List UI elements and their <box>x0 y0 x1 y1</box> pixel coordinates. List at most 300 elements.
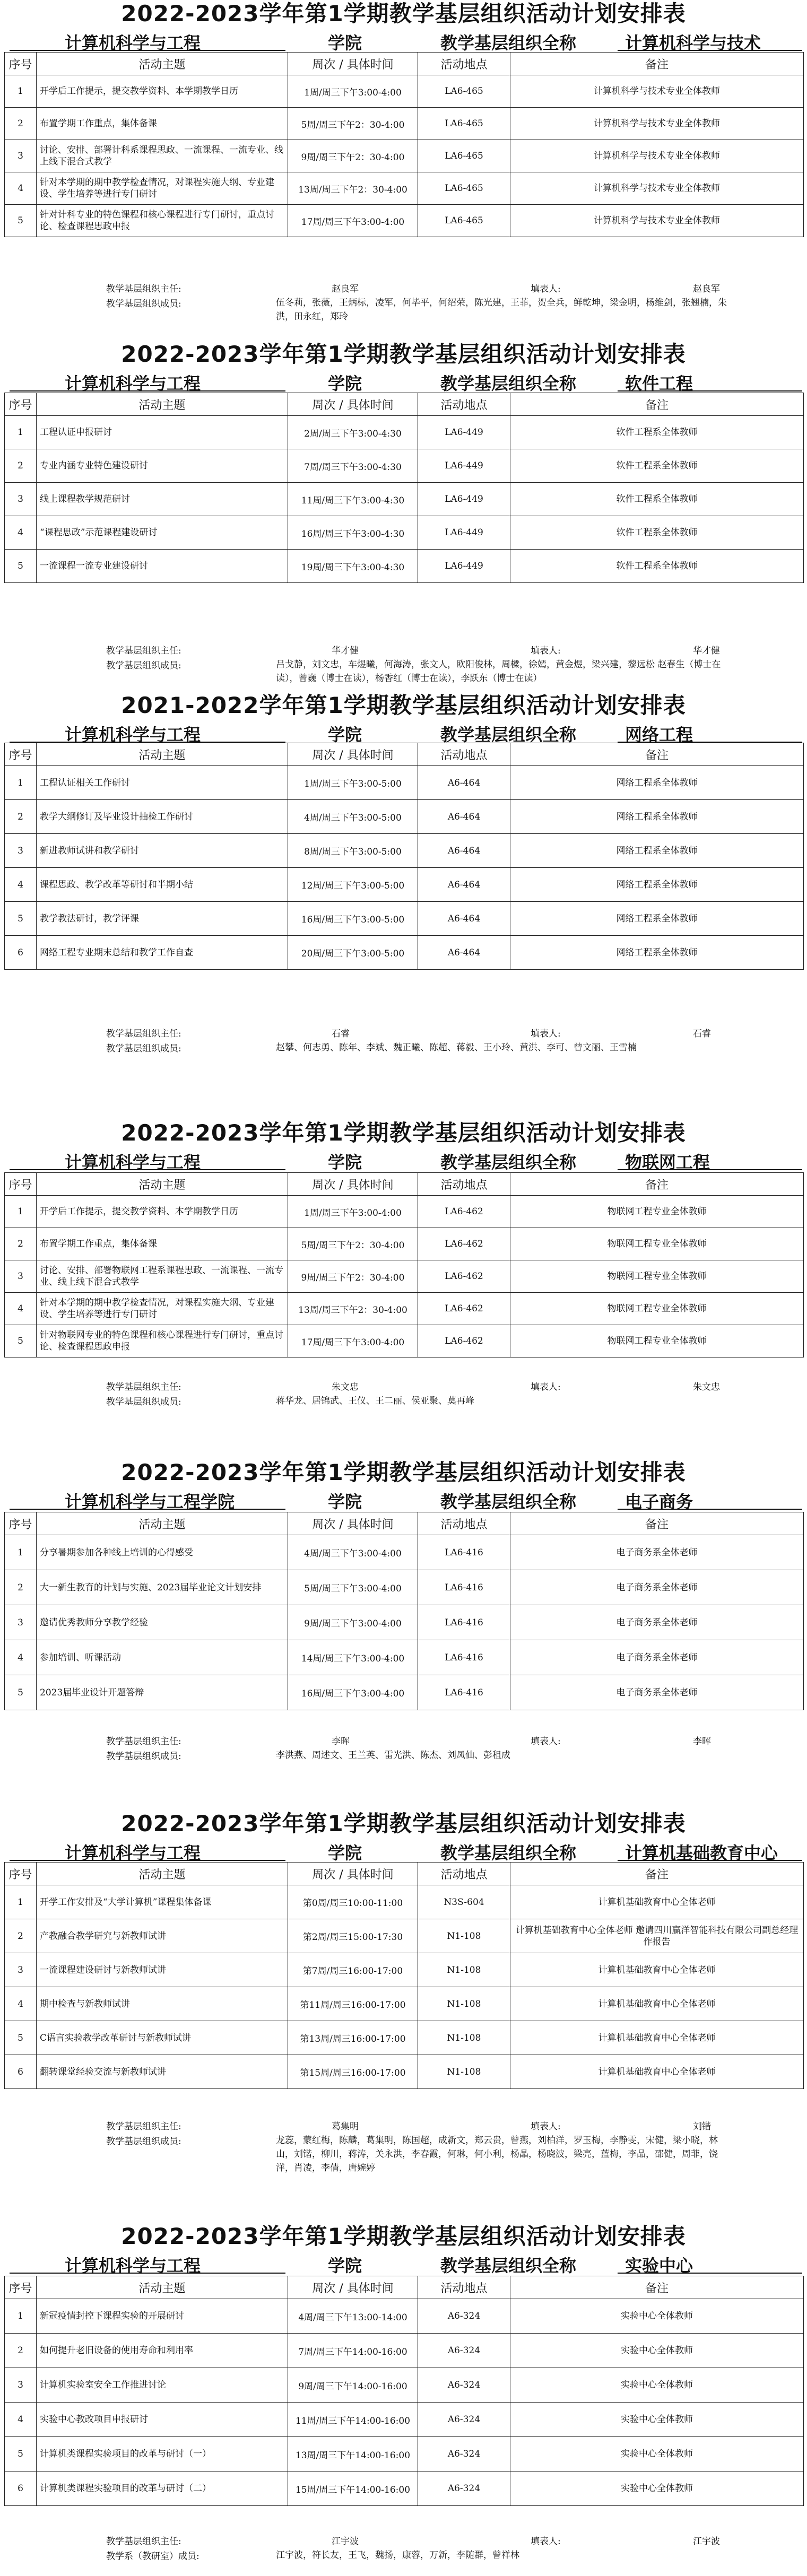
row-topic: 针对计科专业的特色课程和核心课程进行专门研讨，重点讨论、检查课程思政申报 <box>37 205 288 237</box>
row-topic: 工程认证申报研讨 <box>37 416 288 449</box>
row-place: LA6-449 <box>418 416 510 449</box>
plan-section <box>0 2223 807 2275</box>
row-index: 4 <box>5 868 37 902</box>
row-note: 计算机基础教育中心全体老师 <box>510 1885 804 1919</box>
row-index: 3 <box>5 483 37 516</box>
row-index: 1 <box>5 2299 37 2334</box>
table-row <box>5 1605 804 1640</box>
college-name: 计算机科学与工程 <box>65 1843 201 1863</box>
unit-underline <box>618 50 802 51</box>
row-index: 1 <box>5 1535 37 1570</box>
row-note: 物联网工程专业全体教师 <box>510 1196 804 1228</box>
row-index: 2 <box>5 800 37 834</box>
filler-label: 填表人: <box>531 284 561 294</box>
plan-section <box>0 1810 807 1862</box>
leader-label: 教学基层组织主任: <box>106 1029 181 1039</box>
header-note: 备注 <box>510 393 804 416</box>
row-time: 7周/周三下午3:00-4:30 <box>288 449 418 483</box>
table-row <box>5 1675 804 1710</box>
row-place: N1-108 <box>418 1919 510 1953</box>
filler-label: 填表人: <box>531 2121 561 2132</box>
college-underline <box>10 2273 285 2274</box>
header-index: 序号 <box>5 1512 37 1535</box>
leader-label: 教学基层组织主任: <box>106 284 181 294</box>
leader-name: 葛集明 <box>332 2121 359 2132</box>
header-topic: 活动主题 <box>37 1173 288 1196</box>
row-place: LA6-465 <box>418 140 510 172</box>
row-index: 3 <box>5 1953 37 1987</box>
row-note: 网络工程系全体教师 <box>510 936 804 970</box>
row-topic: 一流课程建设研讨与新教师试讲 <box>37 1953 288 1987</box>
members-label: 教学基层组织成员: <box>106 2136 181 2147</box>
header-note: 备注 <box>510 53 804 75</box>
row-time: 2周/周三下午3:00-4:30 <box>288 416 418 449</box>
leader-line <box>0 281 807 296</box>
row-index: 1 <box>5 1885 37 1919</box>
header-time: 周次 / 具体时间 <box>288 1863 418 1885</box>
row-time: 4周/周三下午13:00-14:00 <box>288 2299 418 2334</box>
row-index: 4 <box>5 1987 37 2021</box>
leader-line <box>0 1379 807 1394</box>
members-list: 伍冬莉，张薇，王炳标，凌军，何毕平，何绍荣，陈光建，王菲，贺全兵，鲜乾坤，梁金明，杨维剑，张翘楠，朱洪，田永红，郑玲 <box>276 298 727 322</box>
row-topic: 如何提升老旧设备的使用寿命和利用率 <box>37 2334 288 2368</box>
signature-block <box>0 1734 807 1763</box>
row-note: 实验中心全体教师 <box>510 2368 804 2403</box>
row-note: 计算机科学与技术专业全体教师 <box>510 140 804 172</box>
row-topic: 产教融合教学研究与新教师试讲 <box>37 1919 288 1953</box>
members-label: 教学基层组织成员: <box>106 660 181 671</box>
table-row <box>5 1885 804 1919</box>
filler-label: 填表人: <box>531 1029 561 1039</box>
unit-underline <box>618 1860 802 1861</box>
header-index: 序号 <box>5 1863 37 1885</box>
row-place: A6-324 <box>418 2471 510 2506</box>
college-suffix: 学院 <box>328 33 362 53</box>
row-time: 5周/周三下午3:00-4:00 <box>288 1570 418 1605</box>
row-place: LA6-462 <box>418 1228 510 1260</box>
row-time: 8周/周三下午3:00-5:00 <box>288 834 418 868</box>
row-place: LA6-449 <box>418 550 510 583</box>
activity-table <box>4 1862 804 2089</box>
header-place: 活动地点 <box>418 393 510 416</box>
members-label: 教学基层组织成员: <box>106 1043 181 1054</box>
row-note: 计算机基础教育中心全体老师 邀请四川赢洋智能科技有限公司副总经理作报告 <box>510 1919 804 1953</box>
row-place: A6-324 <box>418 2403 510 2437</box>
header-place: 活动地点 <box>418 2276 510 2299</box>
leader-label: 教学基层组织主任: <box>106 646 181 656</box>
row-note: 计算机基础教育中心全体老师 <box>510 1987 804 2021</box>
members-label: 教学基层组织成员: <box>106 1751 181 1762</box>
row-topic: 针对物联网专业的特色课程和核心课程进行专门研讨，重点讨论、检查课程思政申报 <box>37 1325 288 1357</box>
row-index: 2 <box>5 1228 37 1260</box>
filler-label: 填表人: <box>531 646 561 656</box>
row-time: 16周/周三下午3:00-4:30 <box>288 516 418 550</box>
header-index: 序号 <box>5 393 37 416</box>
row-index: 6 <box>5 2471 37 2506</box>
members-line <box>0 1041 807 1056</box>
row-index: 5 <box>5 2437 37 2471</box>
activity-table <box>4 1172 804 1357</box>
table-header-row <box>5 53 804 75</box>
signature-block <box>0 2119 807 2173</box>
header-place: 活动地点 <box>418 1173 510 1196</box>
header-topic: 活动主题 <box>37 393 288 416</box>
filler-name: 赵良军 <box>693 284 720 294</box>
table-row <box>5 2368 804 2403</box>
table-row <box>5 1987 804 2021</box>
header-time: 周次 / 具体时间 <box>288 2276 418 2299</box>
table-row <box>5 75 804 108</box>
org-unit-name: 计算机科学与技术 <box>625 33 761 53</box>
row-place: LA6-462 <box>418 1293 510 1325</box>
org-info-row <box>0 2250 807 2275</box>
college-name: 计算机科学与工程 <box>65 33 201 53</box>
row-place: A6-464 <box>418 868 510 902</box>
plan-section <box>0 1119 807 1171</box>
row-place: LA6-449 <box>418 483 510 516</box>
table-row <box>5 550 804 583</box>
row-index: 5 <box>5 205 37 237</box>
college-underline <box>10 390 285 391</box>
row-place: LA6-465 <box>418 75 510 108</box>
row-topic: 布置学期工作重点，集体备课 <box>37 108 288 140</box>
college-underline <box>10 50 285 51</box>
row-topic: 分享暑期参加各种线上培训的心得感受 <box>37 1535 288 1570</box>
leader-line <box>0 643 807 658</box>
table-row <box>5 2471 804 2506</box>
row-place: A6-464 <box>418 834 510 868</box>
row-topic: 教学大纲修订及毕业设计抽检工作研讨 <box>37 800 288 834</box>
row-place: N3S-604 <box>418 1885 510 1919</box>
row-topic: 计算机实验室安全工作推进讨论 <box>37 2368 288 2403</box>
row-topic: 专业内涵专业特色建设研讨 <box>37 449 288 483</box>
row-time: 9周/周三下午2：30-4:00 <box>288 1260 418 1293</box>
row-time: 9周/周三下午2：30-4:00 <box>288 140 418 172</box>
row-index: 3 <box>5 140 37 172</box>
table-row <box>5 800 804 834</box>
header-place: 活动地点 <box>418 1512 510 1535</box>
leader-line <box>0 2534 807 2548</box>
row-index: 1 <box>5 766 37 800</box>
row-index: 5 <box>5 550 37 583</box>
row-time: 13周/周三下午2：30-4:00 <box>288 1293 418 1325</box>
signature-block <box>0 1026 807 1056</box>
row-topic: 课程思政、教学改革等研讨和半期小结 <box>37 868 288 902</box>
table-row <box>5 1325 804 1357</box>
filler-label: 填表人: <box>531 2536 561 2547</box>
members-list: 蒋华龙、居锦武、王仪、王二丽、侯亚聚、莫再峰 <box>276 1396 474 1406</box>
section-title: 2022-2023学年第1学期教学基层组织活动计划安排表 <box>121 1459 686 1485</box>
table-row <box>5 1228 804 1260</box>
header-topic: 活动主题 <box>37 1512 288 1535</box>
members-line <box>0 1748 807 1763</box>
leader-line <box>0 1734 807 1748</box>
row-topic: 大一新生教育的计划与实施、2023届毕业论文计划安排 <box>37 1570 288 1605</box>
row-note: 物联网工程专业全体教师 <box>510 1293 804 1325</box>
row-index: 4 <box>5 1293 37 1325</box>
row-place: LA6-416 <box>418 1675 510 1710</box>
section-title: 2022-2023学年第1学期教学基层组织活动计划安排表 <box>121 1120 686 1146</box>
members-line <box>0 1394 807 1409</box>
filler-name: 江宇波 <box>693 2536 720 2547</box>
row-place: N1-108 <box>418 1953 510 1987</box>
table-header-row <box>5 1512 804 1535</box>
header-time: 周次 / 具体时间 <box>288 1173 418 1196</box>
college-suffix: 学院 <box>328 2256 362 2276</box>
row-index: 6 <box>5 2055 37 2089</box>
header-note: 备注 <box>510 1512 804 1535</box>
college-underline <box>10 1169 285 1170</box>
table-row <box>5 2021 804 2055</box>
row-place: A6-464 <box>418 936 510 970</box>
row-topic: 期中检查与新教师试讲 <box>37 1987 288 2021</box>
unit-underline <box>618 2273 802 2274</box>
row-topic: 针对本学期的期中教学检查情况，对课程实施大纲、专业建设、学生培养等进行专门研讨 <box>37 172 288 205</box>
filler-name: 华才健 <box>693 646 720 656</box>
row-place: LA6-462 <box>418 1196 510 1228</box>
row-time: 14周/周三下午3:00-4:00 <box>288 1640 418 1675</box>
org-unit-name: 电子商务 <box>625 1492 693 1512</box>
row-time: 11周/周三下午14:00-16:00 <box>288 2403 418 2437</box>
row-note: 软件工程系全体教师 <box>510 449 804 483</box>
row-topic: 开学后工作提示，提交教学资料、本学期教学日历 <box>37 1196 288 1228</box>
org-info-row <box>0 1838 807 1862</box>
row-note: 实验中心全体教师 <box>510 2299 804 2334</box>
college-suffix: 学院 <box>328 1152 362 1172</box>
row-index: 1 <box>5 1196 37 1228</box>
row-time: 12周/周三下午3:00-5:00 <box>288 868 418 902</box>
table-row <box>5 1293 804 1325</box>
row-time: 11周/周三下午3:00-4:30 <box>288 483 418 516</box>
row-index: 5 <box>5 1325 37 1357</box>
row-topic: 新冠疫情封控下课程实验的开展研讨 <box>37 2299 288 2334</box>
plan-section <box>0 341 807 393</box>
org-info-row <box>0 368 807 393</box>
college-name: 计算机科学与工程学院 <box>65 1492 235 1512</box>
college-underline <box>10 1860 285 1861</box>
row-index: 1 <box>5 75 37 108</box>
college-suffix: 学院 <box>328 725 362 745</box>
plan-section <box>0 1459 807 1511</box>
members-label: 教学系（教研室）成员: <box>106 2551 199 2562</box>
row-note: 电子商务系全体老师 <box>510 1535 804 1570</box>
org-unit-name: 实验中心 <box>625 2256 693 2276</box>
table-row <box>5 449 804 483</box>
row-topic: 网络工程专业期末总结和教学工作自查 <box>37 936 288 970</box>
table-row <box>5 1953 804 1987</box>
row-place: N1-108 <box>418 1987 510 2021</box>
row-index: 2 <box>5 2334 37 2368</box>
leader-name: 江宇波 <box>332 2536 359 2547</box>
row-time: 5周/周三下午2：30-4:00 <box>288 1228 418 1260</box>
row-topic: 布置学期工作重点，集体备课 <box>37 1228 288 1260</box>
row-topic: 讨论、安排、部署计科系课程思政、一流课程、一流专业、线上线下混合式教学 <box>37 140 288 172</box>
header-place: 活动地点 <box>418 53 510 75</box>
row-topic: C语言实验教学改革研讨与新教师试讲 <box>37 2021 288 2055</box>
header-index: 序号 <box>5 743 37 766</box>
row-time: 17周/周三下午3:00-4:00 <box>288 1325 418 1357</box>
college-name: 计算机科学与工程 <box>65 1152 201 1172</box>
table-row <box>5 140 804 172</box>
row-time: 13周/周三下午14:00-16:00 <box>288 2437 418 2471</box>
row-index: 3 <box>5 2368 37 2403</box>
college-suffix: 学院 <box>328 1843 362 1863</box>
members-list: 吕戈静，刘文忠，车煜曦，何海涛，张文人，欧阳俊林，周樑，徐嫣，黄金煜，梁兴建，黎远松 赵春生（博士在读），曾巍（博士在读），杨香红（博士在读），李跃东（博士在读） <box>276 659 721 684</box>
org-full-name-label: 教学基层组织全称 <box>440 1492 577 1512</box>
row-time: 第15周/周三16:00-17:00 <box>288 2055 418 2089</box>
org-unit-name: 物联网工程 <box>625 1152 710 1172</box>
plan-section <box>0 692 807 744</box>
unit-underline <box>618 1509 802 1510</box>
row-note: 网络工程系全体教师 <box>510 868 804 902</box>
table-header-row <box>5 393 804 416</box>
row-note: 计算机基础教育中心全体老师 <box>510 2021 804 2055</box>
section-title: 2022-2023学年第1学期教学基层组织活动计划安排表 <box>121 341 686 367</box>
row-time: 16周/周三下午3:00-5:00 <box>288 902 418 936</box>
row-place: LA6-416 <box>418 1535 510 1570</box>
org-info-row <box>0 1486 807 1511</box>
row-topic: 邀请优秀教师分享教学经验 <box>37 1605 288 1640</box>
row-time: 4周/周三下午3:00-5:00 <box>288 800 418 834</box>
row-index: 5 <box>5 2021 37 2055</box>
activity-table <box>4 743 804 970</box>
row-place: LA6-462 <box>418 1260 510 1293</box>
leader-name: 赵良军 <box>332 284 359 294</box>
row-place: LA6-465 <box>418 172 510 205</box>
header-note: 备注 <box>510 743 804 766</box>
table-row <box>5 1196 804 1228</box>
row-note: 电子商务系全体老师 <box>510 1640 804 1675</box>
header-time: 周次 / 具体时间 <box>288 393 418 416</box>
row-place: LA6-465 <box>418 205 510 237</box>
activity-table <box>4 1512 804 1710</box>
leader-label: 教学基层组织主任: <box>106 2121 181 2132</box>
row-index: 4 <box>5 2403 37 2437</box>
row-index: 2 <box>5 449 37 483</box>
row-note: 物联网工程专业全体教师 <box>510 1325 804 1357</box>
org-info-row <box>0 1147 807 1171</box>
header-time: 周次 / 具体时间 <box>288 743 418 766</box>
row-note: 计算机科学与技术专业全体教师 <box>510 108 804 140</box>
row-note: 软件工程系全体教师 <box>510 416 804 449</box>
row-note: 物联网工程专业全体教师 <box>510 1260 804 1293</box>
unit-underline <box>618 390 802 391</box>
row-note: 实验中心全体教师 <box>510 2471 804 2506</box>
header-index: 序号 <box>5 2276 37 2299</box>
section-title: 2022-2023学年第1学期教学基层组织活动计划安排表 <box>121 1811 686 1837</box>
leader-label: 教学基层组织主任: <box>106 1736 181 1747</box>
org-unit-name: 网络工程 <box>625 725 693 745</box>
members-label: 教学基层组织成员: <box>106 299 181 309</box>
row-time: 9周/周三下午3:00-4:00 <box>288 1605 418 1640</box>
row-topic: 开学后工作提示，提交教学资料、本学期教学日历 <box>37 75 288 108</box>
leader-name: 华才健 <box>332 646 359 656</box>
table-row <box>5 1640 804 1675</box>
table-row <box>5 766 804 800</box>
row-note: 电子商务系全体老师 <box>510 1675 804 1710</box>
row-time: 1周/周三下午3:00-4:00 <box>288 1196 418 1228</box>
row-topic: 新进教师试讲和教学研讨 <box>37 834 288 868</box>
row-place: A6-324 <box>418 2437 510 2471</box>
college-name: 计算机科学与工程 <box>65 725 201 745</box>
row-note: 网络工程系全体教师 <box>510 800 804 834</box>
filler-name: 刘锴 <box>693 2121 711 2132</box>
row-time: 13周/周三下午2：30-4:00 <box>288 172 418 205</box>
row-index: 5 <box>5 1675 37 1710</box>
row-place: N1-108 <box>418 2055 510 2089</box>
row-place: LA6-465 <box>418 108 510 140</box>
row-time: 第0周/周三10:00-11:00 <box>288 1885 418 1919</box>
row-topic: 翻转课堂经验交流与新教师试讲 <box>37 2055 288 2089</box>
row-time: 19周/周三下午3:00-4:30 <box>288 550 418 583</box>
activity-table <box>4 2276 804 2506</box>
row-place: A6-464 <box>418 766 510 800</box>
table-row <box>5 902 804 936</box>
leader-label: 教学基层组织主任: <box>106 1382 181 1393</box>
row-time: 7周/周三下午14:00-16:00 <box>288 2334 418 2368</box>
college-suffix: 学院 <box>328 373 362 394</box>
members-list: 龙蕊，蒙红梅，陈麟，葛集明，陈国超，成新文，郑云贵，曾燕，刘柏洋，罗玉梅，李静雯，宋健，梁小晓，林山，刘锴，柳川，蒋涛，关永洪，李春霞，何琳，何小利，杨晶，杨晓波，梁亮，蓝梅，李品，邵健，周菲，饶洋，肖凌，李倩，唐婉婷 <box>276 2135 718 2173</box>
table-row <box>5 483 804 516</box>
row-topic: 计算机类课程实验项目的改革与研讨（二） <box>37 2471 288 2506</box>
table-row <box>5 1570 804 1605</box>
row-place: LA6-416 <box>418 1640 510 1675</box>
filler-name: 朱文忠 <box>693 1382 720 1393</box>
row-time: 5周/周三下午2：30-4:00 <box>288 108 418 140</box>
table-row <box>5 2403 804 2437</box>
header-note: 备注 <box>510 1173 804 1196</box>
table-row <box>5 936 804 970</box>
college-underline <box>10 1509 285 1510</box>
row-topic: “课程思政”示范课程建设研讨 <box>37 516 288 550</box>
row-index: 6 <box>5 936 37 970</box>
table-row <box>5 172 804 205</box>
row-topic: 实验中心教改项目申报研讨 <box>37 2403 288 2437</box>
header-place: 活动地点 <box>418 1863 510 1885</box>
table-row <box>5 2437 804 2471</box>
table-header-row <box>5 743 804 766</box>
row-note: 计算机基础教育中心全体老师 <box>510 2055 804 2089</box>
plan-section <box>0 0 807 52</box>
table-row <box>5 416 804 449</box>
activity-table <box>4 393 804 583</box>
filler-label: 填表人: <box>531 1736 561 1747</box>
row-place: LA6-449 <box>418 516 510 550</box>
row-note: 计算机科学与技术专业全体教师 <box>510 205 804 237</box>
row-index: 3 <box>5 1605 37 1640</box>
row-time: 20周/周三下午3:00-5:00 <box>288 936 418 970</box>
row-index: 4 <box>5 172 37 205</box>
members-list: 江宇波，符长友，王飞，魏扬，康蓉，万新，李随群，曾祥林 <box>276 2550 519 2561</box>
row-index: 3 <box>5 834 37 868</box>
row-place: A6-324 <box>418 2299 510 2334</box>
row-topic: 2023届毕业设计开题答辩 <box>37 1675 288 1710</box>
row-topic: 一流课程一流专业建设研讨 <box>37 550 288 583</box>
row-topic: 参加培训、听课活动 <box>37 1640 288 1675</box>
org-full-name-label: 教学基层组织全称 <box>440 1152 577 1172</box>
row-note: 软件工程系全体教师 <box>510 516 804 550</box>
row-topic: 针对本学期的期中教学检查情况，对课程实施大纲、专业建设、学生培养等进行专门研讨 <box>37 1293 288 1325</box>
table-row <box>5 2299 804 2334</box>
row-time: 15周/周三下午14:00-16:00 <box>288 2471 418 2506</box>
table-header-row <box>5 1173 804 1196</box>
section-title: 2021-2022学年第1学期教学基层组织活动计划安排表 <box>121 692 686 718</box>
row-topic: 工程认证相关工作研讨 <box>37 766 288 800</box>
row-place: N1-108 <box>418 2021 510 2055</box>
row-topic: 线上课程教学规范研讨 <box>37 483 288 516</box>
row-time: 第11周/周三16:00-17:00 <box>288 1987 418 2021</box>
row-index: 2 <box>5 1570 37 1605</box>
